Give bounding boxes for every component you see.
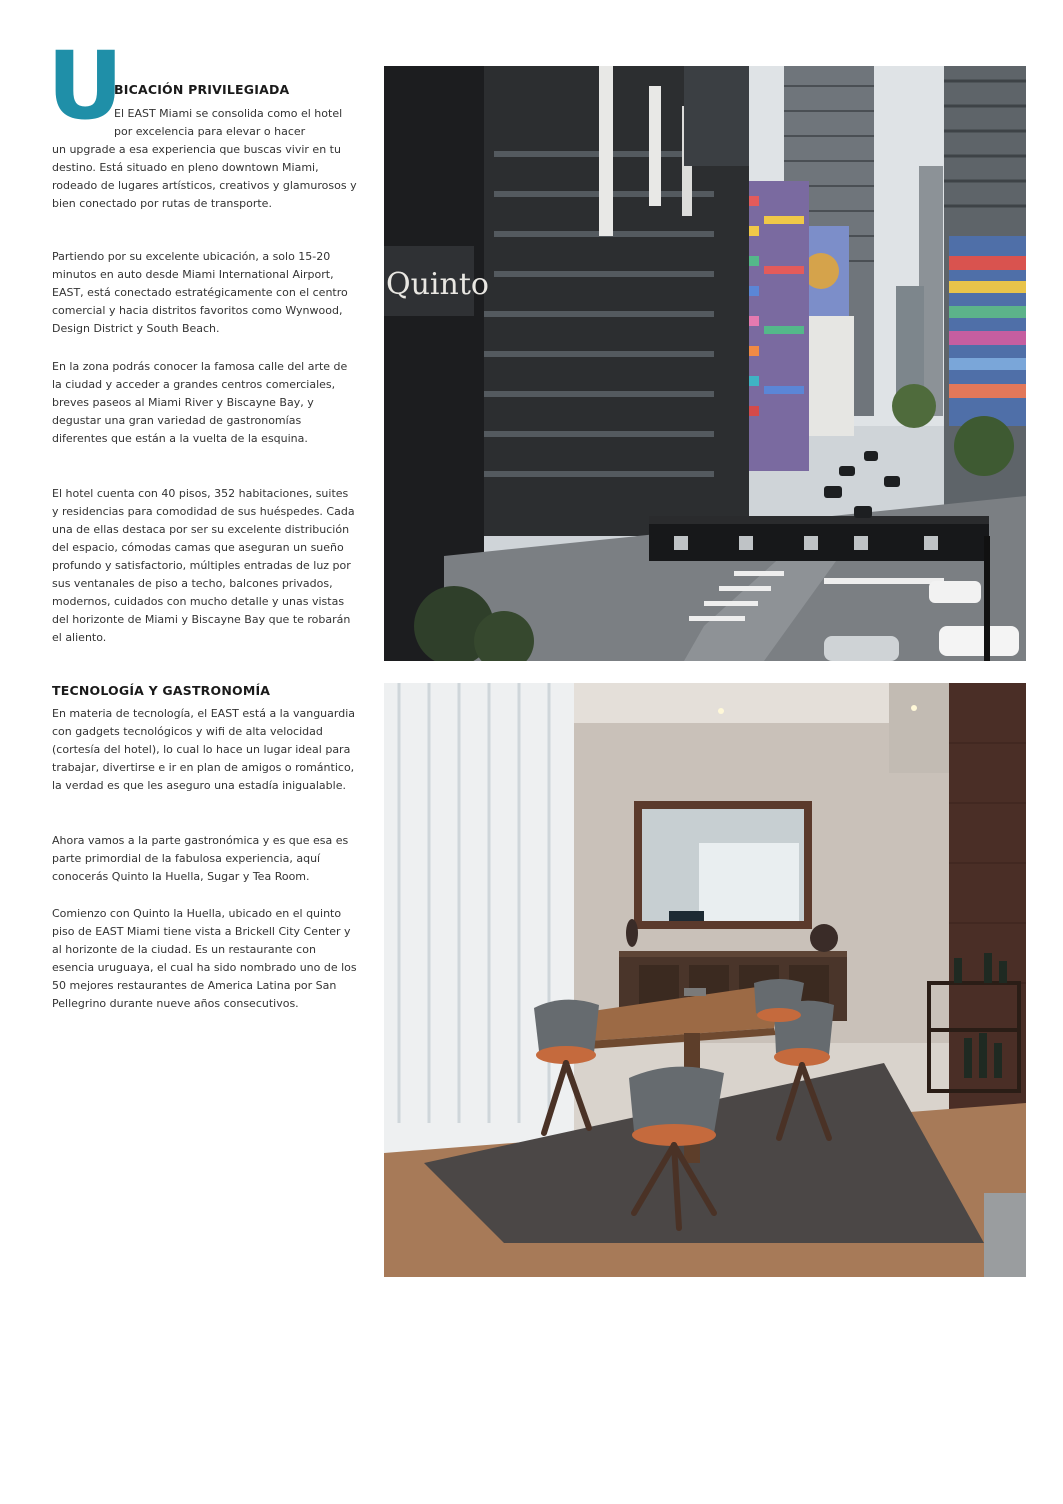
street-photo-art xyxy=(384,66,1026,661)
paragraph-hotel xyxy=(52,485,357,647)
street-photo xyxy=(384,66,1026,661)
intro-paragraph-first-lines: El EAST Miami se consolida como el hotel por excelencia para elevar o hacer xyxy=(114,107,343,138)
intro-paragraph-rest: un upgrade a esa experiencia que buscas vivir en tu destino. Está situado en pleno downtown Miami, rodeado de lugares artísticos, creativos y glamurosos y bien conectado por rutas de transporte. xyxy=(52,143,357,210)
section-title-tecnologia: TECNOLOGÍA Y GASTRONOMÍA xyxy=(52,683,271,698)
paragraph-text: Ahora vamos a la parte gastronómica y es que esa es parte primordial de la fabulosa experiencia, aquí conocerás Quinto la Huella, Sugar y Tea Room. xyxy=(52,834,349,883)
paragraph-quinto xyxy=(52,905,357,1013)
paragraph-technology xyxy=(52,705,357,795)
quinto-sign-text: Quinto xyxy=(386,267,489,302)
paragraph-zone xyxy=(52,358,357,448)
section-title-ubicacion: BICACIÓN PRIVILEGIADA xyxy=(114,82,290,97)
paragraph-text: En la zona podrás conocer la famosa calle del arte de la ciudad y acceder a grandes centros comerciales, breves paseos al Miami River y Biscayne Bay, y degustar una gran variedad de gastronomías diferentes que están a la vuelta de la esquina. xyxy=(52,360,348,445)
paragraph-text: En materia de tecnología, el EAST está a la vanguardia con gadgets tecnológicos y wifi de alta velocidad (cortesía del hotel), lo cual lo hace un lugar ideal para trabajar, divertirse e ir en plan de amigos o romántico, la verdad es que les aseguro una estadía inigualable. xyxy=(52,707,356,792)
paragraph-location xyxy=(52,248,357,338)
paragraph-text: Comienzo con Quinto la Huella, ubicado en el quinto piso de EAST Miami tiene vista a Brickell City Center y al horizonte de la ciudad. Es un restaurante con esencia uruguaya, el cual ha sido nombrado uno de los 50 mejores restaurantes de America Latina por San Pellegrino durante nueve años consecutivos. xyxy=(52,907,357,1010)
drop-cap: U xyxy=(47,32,120,141)
paragraph-text: Partiendo por su excelente ubicación, a solo 15-20 minutos en auto desde Miami International Airport, EAST, está conectado estratégicamente con el centro comercial y hacia distritos favoritos como Wynwood, Design District y South Beach. xyxy=(52,250,348,335)
paragraph-text: El hotel cuenta con 40 pisos, 352 habitaciones, suites y residencias para comodidad de sus huéspedes. Cada una de ellas destaca por ser su excelente distribución del espacio, cómodas camas que aseguran un sueño profundo y satisfactorio, múltiples entradas de luz por sus ventanales de piso a techo, balcones privados, modernos, cuidados con mucho detalle y unas vistas del horizonte de Miami y Biscayne Bay que te robarán el aliento. xyxy=(52,487,355,644)
dining-room-photo xyxy=(384,683,1026,1277)
paragraph-gastronomy xyxy=(52,832,357,886)
section-title-tecnologia-wrap xyxy=(52,683,357,698)
dining-room-photo-art xyxy=(384,683,1026,1277)
